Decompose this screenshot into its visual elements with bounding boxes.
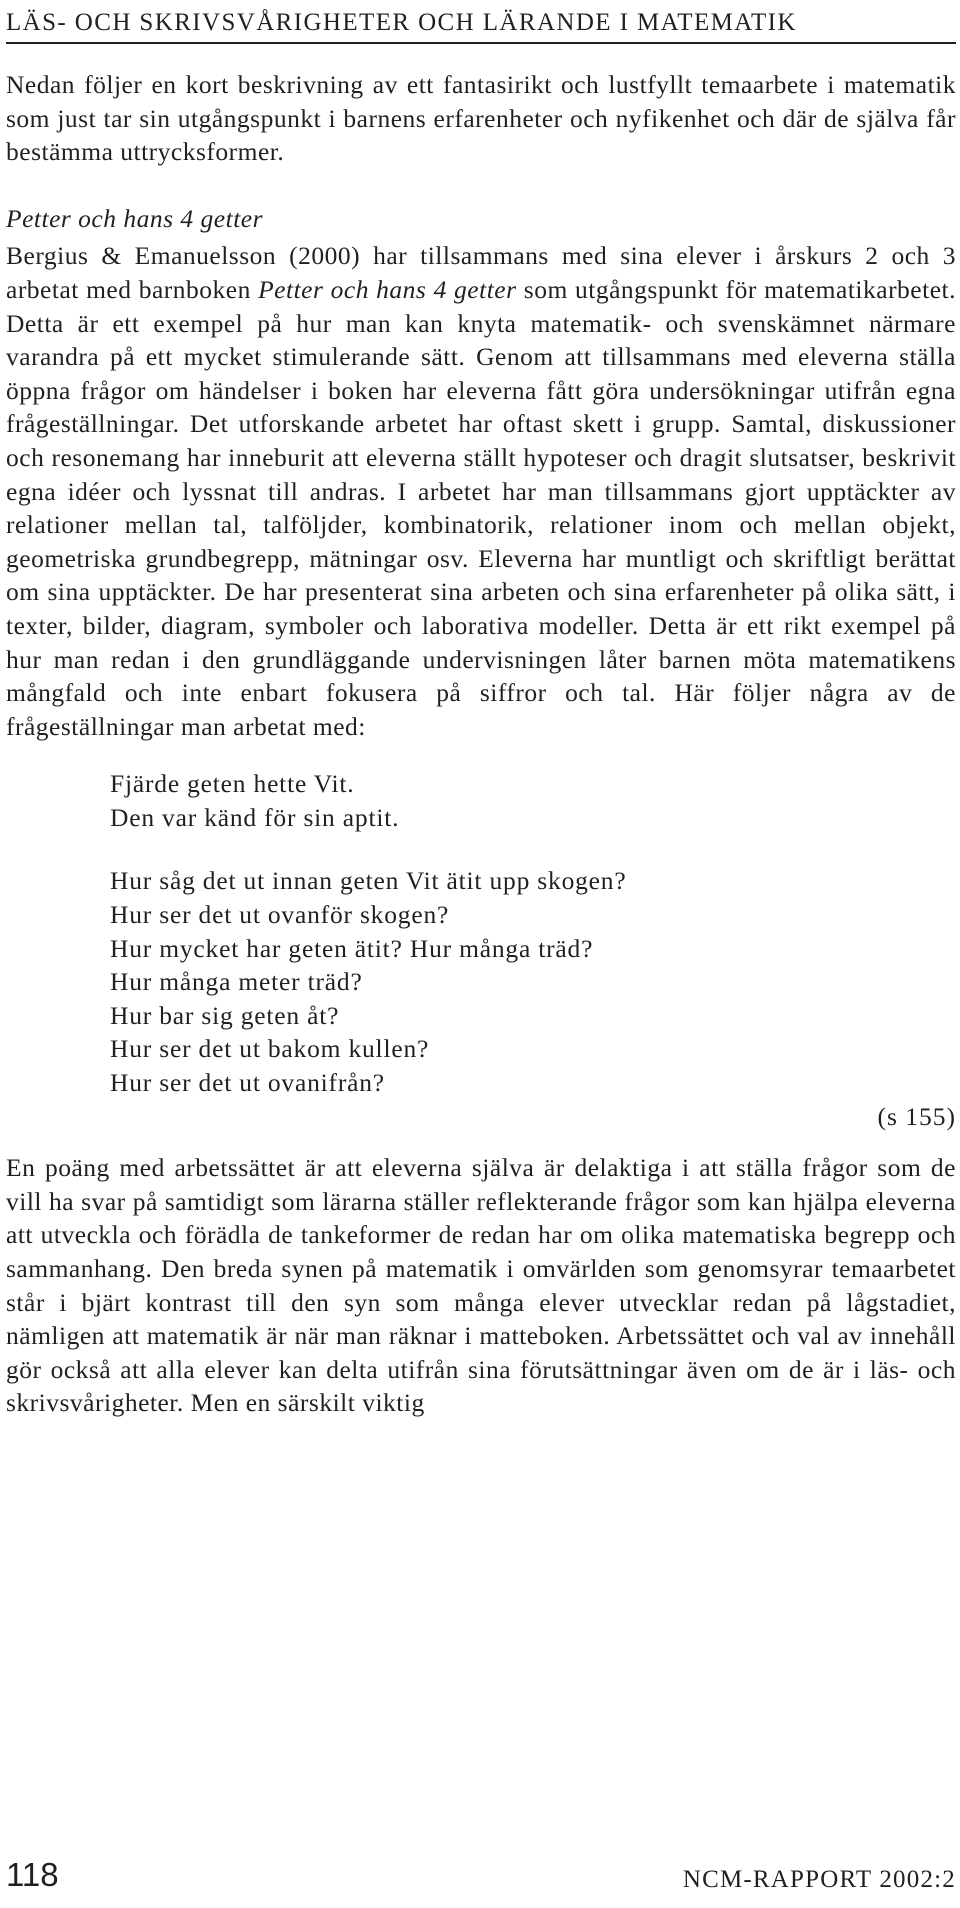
quote-question: Hur ser det ut ovanför skogen? (110, 900, 450, 930)
main-paragraph (6, 239, 956, 743)
section-heading: Petter och hans 4 getter (6, 203, 264, 233)
book-title: Petter och hans 4 getter (258, 274, 517, 304)
quote-verse (110, 767, 956, 834)
quote-question: Hur många meter träd? (110, 967, 363, 997)
main-paragraph-start: Bergius & Emanuelsson (2000) har tillsammans med sina elever i årskurs 2 och 3 arbetat med barnboken (6, 241, 956, 304)
intro-paragraph: Nedan följer en kort beskrivning av ett fantasirikt och lustfyllt temaarbete i matematik som just tar sin utgångspunkt i barnens erfarenheter och nyfikenhet och där de själva får bestämma uttrycksformer. (6, 70, 956, 167)
closing-paragraph: En poäng med arbetssättet är att eleverna själva är delaktiga i att ställa frågor som de vill ha svar på samtidigt som lärarna ställer reflekterande frågor som kan hjälpa eleverna att utveckla och förädla de tankeformer de redan har om olika matematiska begrepp och sammanhang. Den breda synen på matematik i omvärlden som genomsyrar temaarbetet står i bjärt kontrast till den syn som många elever utvecklar redan på lågstadiet, nämligen att matematik är när man räknar i matteboken. Arbetssättet och val av innehåll gör också att alla elever kan delta utifrån sina förutsättningar även om de är i läs- och skrivsvårigheter. Men en särskilt viktig (6, 1153, 956, 1418)
quote-line: Fjärde geten hette Vit. (110, 769, 355, 799)
quote-question: Hur ser det ut ovanifrån? (110, 1068, 385, 1098)
quote-block (110, 767, 956, 1099)
header-rule (6, 42, 956, 44)
main-paragraph-rest: som utgångspunkt för matematikarbetet. Detta är ett exempel på hur man kan knyta matematik- och svenskämnet närmare varandra på ett mycket stimulerande sätt. Genom att tillsammans med eleverna ställa öppna frågor om händelser i boken har eleverna fått göra undersökningar utifrån egna frågeställningar. Det utforskande arbetet har oftast skett i grupp. Samtal, diskussioner och resonemang har inneburit att eleverna ställt hypoteser och dragit slutsatser, beskrivit egna idéer och lyssnat till andras. I arbetet har man tillsammans gjort upptäckter av relationer mellan tal, talföljder, kombinatorik, relationer inom och mellan objekt, geometriska grundbegrepp, mätningar osv. Eleverna har muntligt och skriftligt berättat om sina upptäckter. De har presenterat sina arbeten och sina erfarenheter på olika sätt, i texter, bilder, diagram, symboler och laborativa modeller. Detta är ett rikt exempel på hur man redan i den grundläggande undervisningen låter barnen möta matematikens mångfald och inte enbart fokusera på siffror och tal. Här följer några av de frågeställningar man arbetat med: (6, 274, 956, 741)
page-number: 118 (6, 1856, 59, 1893)
quote-question: Hur mycket har geten ätit? Hur många träd? (110, 933, 594, 963)
quote-questions (110, 864, 956, 1099)
report-label: NCM-RAPPORT 2002:2 (682, 1866, 956, 1893)
body-text (6, 68, 956, 1420)
quote-question: Hur ser det ut bakom kullen? (110, 1034, 430, 1064)
running-header: LÄS- OCH SKRIVSVÅRIGHETER OCH LÄRANDE I MATEMATIK (6, 9, 797, 36)
quote-citation: (s 155) (877, 1101, 956, 1131)
quote-line: Den var känd för sin aptit. (110, 802, 400, 832)
quote-question: Hur bar sig geten åt? (110, 1000, 340, 1030)
quote-question: Hur såg det ut innan geten Vit ätit upp skogen? (110, 866, 627, 896)
